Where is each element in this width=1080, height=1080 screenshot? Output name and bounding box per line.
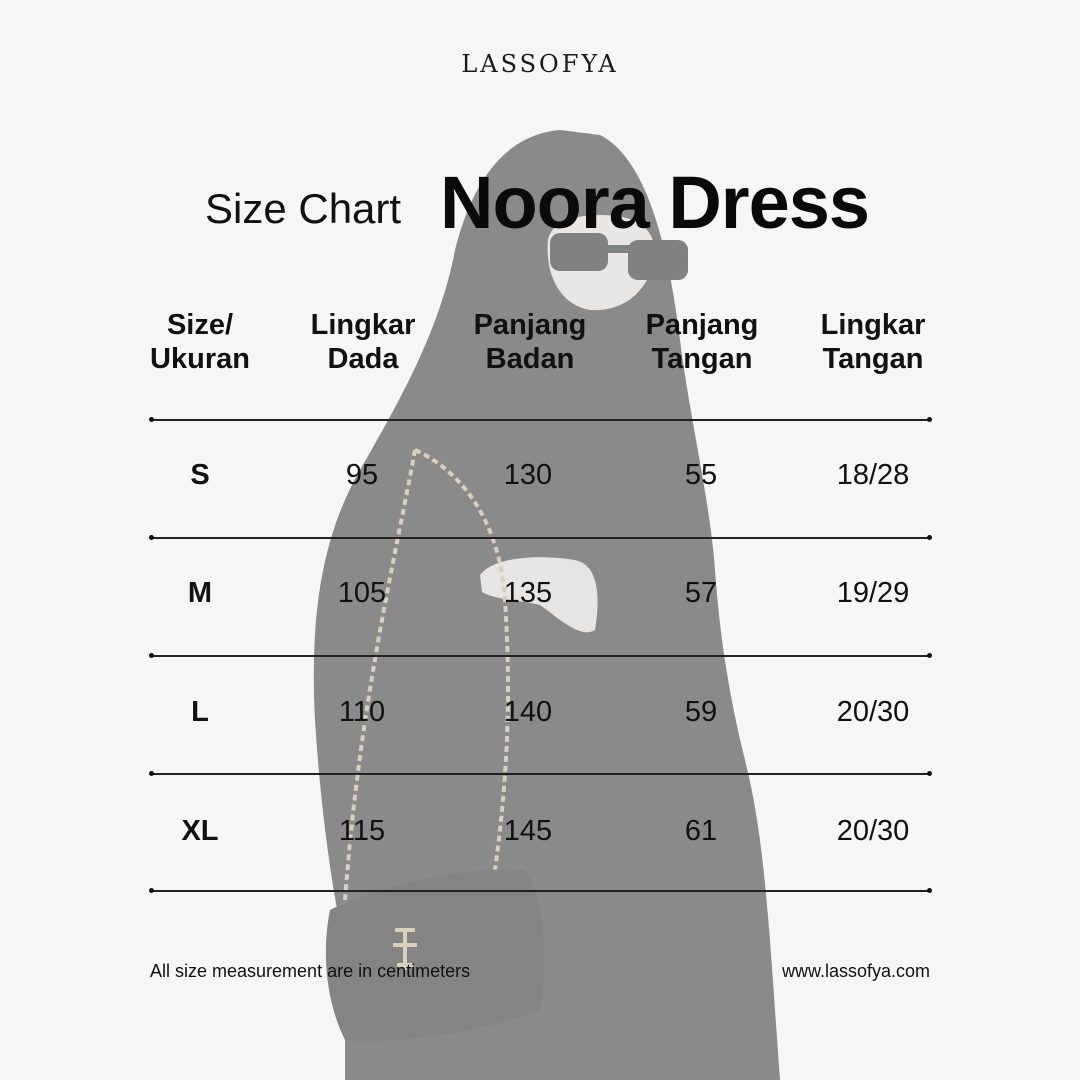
- column-header-panjang-badan: Panjang Badan: [473, 309, 587, 375]
- lingkar-dada-cell: 110: [338, 696, 386, 728]
- lingkar-tangan-cell: 20/30: [836, 696, 910, 728]
- table-divider: [152, 890, 929, 892]
- panjang-tangan-cell: 59: [684, 696, 718, 728]
- column-header-lingkar-tangan: Lingkar Tangan: [820, 309, 926, 375]
- table-divider: [152, 537, 929, 539]
- size-cell: L: [191, 696, 209, 728]
- product-name: Noora Dress: [440, 161, 870, 244]
- panjang-tangan-cell: 61: [684, 815, 718, 847]
- column-header-lingkar-dada: Lingkar Dada: [310, 309, 416, 375]
- table-divider: [152, 773, 929, 775]
- lingkar-tangan-cell: 18/28: [836, 459, 910, 491]
- panjang-badan-cell: 135: [503, 577, 553, 609]
- website-link[interactable]: www.lassofya.com: [781, 961, 930, 981]
- lingkar-tangan-cell: 20/30: [836, 815, 910, 847]
- column-header-panjang-tangan: Panjang Tangan: [645, 309, 759, 375]
- lingkar-tangan-cell: 19/29: [836, 577, 910, 609]
- page-title: [0, 160, 1080, 244]
- table-divider: [152, 419, 929, 421]
- lingkar-dada-cell: 115: [338, 815, 386, 847]
- table-divider: [152, 655, 929, 657]
- panjang-badan-cell: 140: [503, 696, 553, 728]
- panjang-tangan-cell: 57: [684, 577, 718, 609]
- panjang-badan-cell: 130: [503, 459, 553, 491]
- measurement-note: All size measurement are in centimeters: [150, 961, 471, 981]
- panjang-tangan-cell: 55: [684, 459, 718, 491]
- size-cell: S: [190, 459, 210, 491]
- size-cell: XL: [181, 815, 219, 847]
- size-cell: M: [187, 577, 213, 609]
- panjang-badan-cell: 145: [503, 815, 553, 847]
- title-prefix: Size Chart: [205, 185, 402, 232]
- brand-logo: LASSOFYA: [461, 50, 619, 78]
- lingkar-dada-cell: 95: [345, 459, 379, 491]
- lingkar-dada-cell: 105: [337, 577, 387, 609]
- column-header-size: Size/ Ukuran: [150, 309, 250, 375]
